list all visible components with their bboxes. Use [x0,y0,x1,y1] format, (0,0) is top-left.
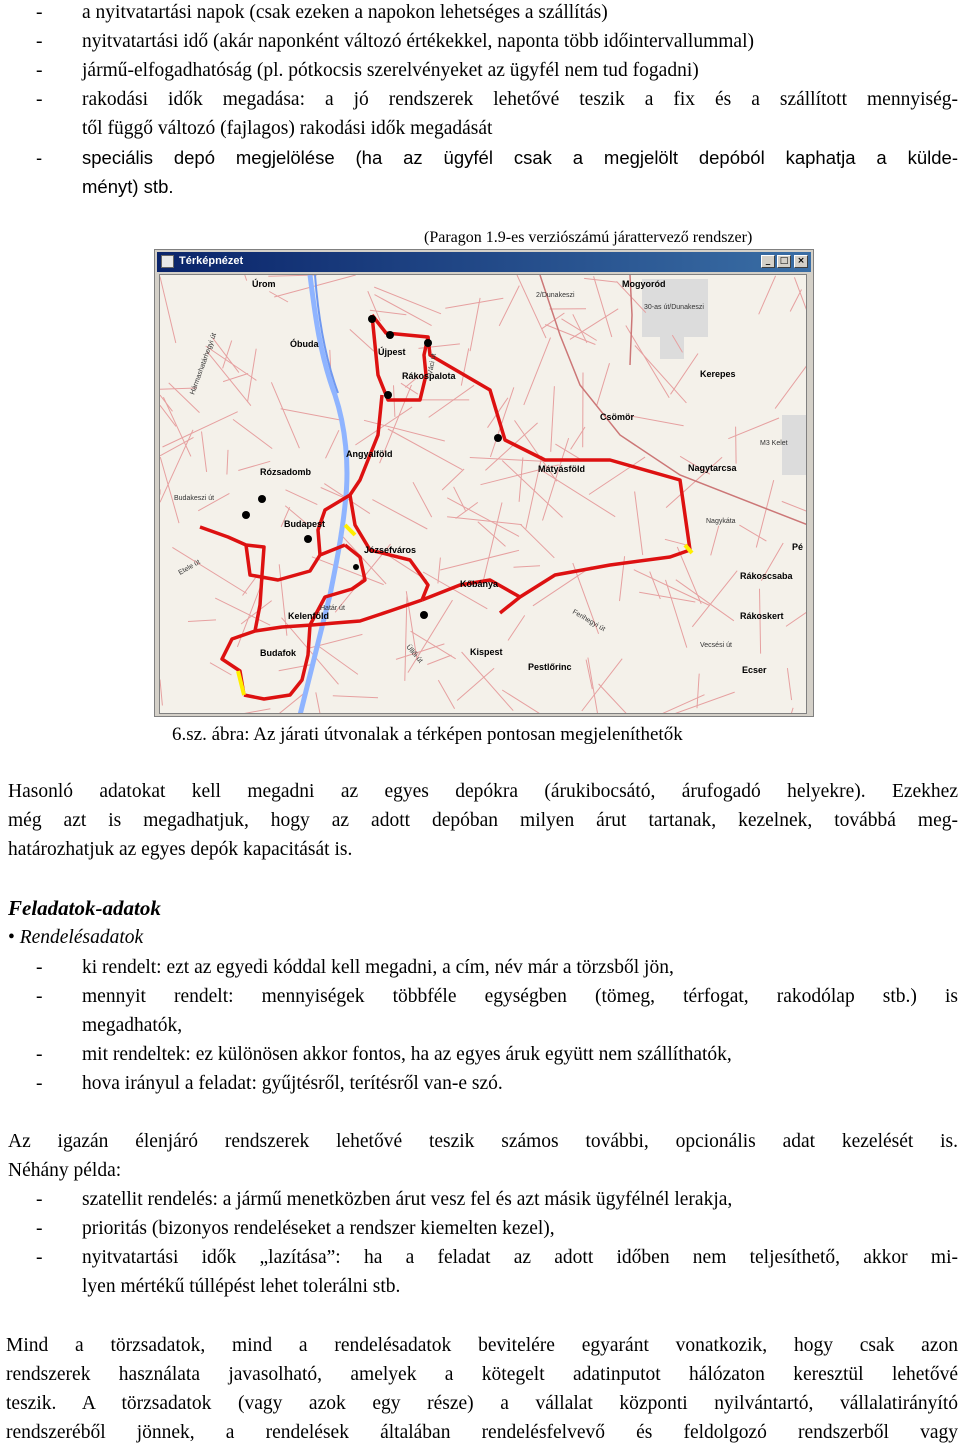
road-label: Üllői út [404,643,424,665]
list-item-text: szatellit rendelés: a jármű menetközben árut vesz fel és azt másik ügyfélnél lerakja, [82,1189,733,1210]
list-dash: - [36,957,43,978]
place-label: Budapest [284,519,326,529]
depot-marker [424,339,432,347]
place-label: Mogyoród [622,279,666,289]
figure-caption: 6.sz. ábra: Az járati útvonalak a térképen pontosan megjeleníthetők [172,724,683,745]
depot-marker [494,434,502,442]
list-item-text: nyitvatartási idő (akár naponként változó értékekkel, naponta több időintervallummal) [82,31,754,52]
subsection-heading [8,926,958,950]
place-label: Rákoscsaba [740,571,793,581]
list-item-text: speciális depó megjelölése (ha az ügyfél csak a megjelölt depóból kaphatja a külde- [82,147,958,168]
maximize-button[interactable]: □ [777,255,791,268]
place-label: Rákospalota [402,371,456,381]
map-window[interactable] [154,249,814,717]
list-dash: - [36,60,43,81]
list-item-text: megadhatók, [82,1015,183,1036]
paragraph-line: Mind a törzsadatok, mind a rendelésadatok bevitelére egyaránt vonatkozik, hogy csak azon [6,1335,958,1356]
figure-source-note: (Paragon 1.9-es verziószámú járattervező rendszer) [424,229,753,246]
list-item-text: a nyitvatartási napok (csak ezeken a napokon lehetséges a szállítás) [82,2,608,23]
list-dash: - [36,1044,43,1065]
place-label: Angyalföld [346,449,393,459]
paragraph-line: Néhány példa: [8,1160,122,1181]
depot-marker [242,511,250,519]
road-label: Hármashatárhegyi út [189,332,219,396]
road-label: 30-as út/Dunakeszi [644,304,704,311]
place-label: Kőbánya [460,579,499,589]
road-label: Nagykáta [706,518,736,525]
list-item-text: hova irányul a feladat: gyűjtésről, terítésről van-e szó. [82,1073,503,1094]
place-label: Kelenföld [288,611,330,621]
depot-marker [304,535,312,543]
minimize-button[interactable]: _ [761,255,775,268]
close-button[interactable]: × [794,255,808,268]
list-item-text: től függő változó (fajlagos) rakodási idők megadását [82,118,493,139]
list-dash: - [36,147,43,168]
place-label: Csömör [600,412,635,422]
road-label: Budakeszi út [174,495,215,502]
list-item-text: ki rendelt: ezt az egyedi kóddal kell megadni, a cím, név már a törzsből jön, [82,957,674,978]
paragraph-line: még azt is megadhatjuk, hogy az adott depóban milyen árut tartanak, kezelnek, továbbá meg- [8,810,958,831]
list-item-text: prioritás (bizonyos rendeléseket a rendszer kiemelten kezel), [82,1218,555,1239]
road-label: Váci út [427,353,438,376]
list-dash: - [36,1189,43,1210]
road-label: 2/Dunakeszi [536,292,575,299]
place-label: Rózsadomb [260,467,312,477]
place-label: Kispest [470,647,503,657]
depot-marker [420,611,428,619]
paragraph-line: határozhatjuk az egyes depók kapacitását is. [8,839,353,860]
list-dash: - [36,31,43,52]
depot-marker [258,495,266,503]
place-label: Mátyásföld [538,464,586,474]
street-line [736,427,737,464]
place-label: Rákoskert [740,611,784,621]
place-label: Pé [792,542,804,552]
place-label: Nagytarcsa [688,463,737,473]
window-title: Térképnézet [179,255,244,267]
list-item-text: mit rendeltek: ez különösen akkor fontos, ha az egyes áruk együtt nem szállíthatók, [82,1044,732,1065]
place-label: Ecser [742,665,767,675]
list-dash: - [36,89,43,110]
list-item-text: ményt) stb. [82,176,174,197]
section-heading: Feladatok-adatok [8,896,161,920]
place-label: Pestlőrinc [528,662,572,672]
paragraph-line: teszik. A törzsadatok (vagy azok egy része) a vállalat központi nyilvántartó, vállalatirányító [6,1393,958,1414]
place-label: Óbuda [290,339,319,349]
paragraph-line: rendszerek használata javasolható, amelyek a kötegelt adatinputot hálózaton keresztül lehetővé [6,1364,958,1385]
paragraph-line: Hasonló adatokat kell megadni az egyes depókra (árukibocsátó, árufogadó helyekre). Ezekhez [8,781,958,802]
list-item-text: rakodási idők megadása: a jó rendszerek lehetővé teszik a fix és a szállított mennyiség- [82,89,958,110]
map-view[interactable] [159,274,807,714]
depot-marker [353,564,359,570]
bullet-icon: • [8,927,15,948]
list-dash: - [36,986,43,1007]
place-label: Újpest [378,347,406,357]
list-dash: - [36,1218,43,1239]
depot-marker [368,315,376,323]
road-label: Határ út [320,605,345,612]
road-label: Ferihegyi út [571,608,607,634]
depot-marker [386,331,394,339]
list-item-text: lyen mértékű túllépést lehet tolerálni stb. [82,1276,401,1297]
list-dash: - [36,2,43,23]
road-label: Etele út [177,558,202,577]
depot-marker [384,391,392,399]
road-label: Vecsési út [700,642,732,649]
road-label: M3 Kelet [760,440,788,447]
list-item-text: nyitvatartási idők „lazítása”: ha a feladat az adott időben nem teljesíthető, akkor mi- [82,1247,958,1268]
place-label: Kerepes [700,369,736,379]
list-dash: - [36,1073,43,1094]
list-item-text: mennyit rendelt: mennyiségek többféle egységben (tömeg, térfogat, rakodólap stb.) is [82,986,958,1007]
map-app-icon [161,255,174,268]
window-titlebar[interactable] [157,252,811,272]
paragraph-line: rendszeréből jönnek, a rendelések általában rendelésfelvevő és feldolgozó rendszerből vagy [6,1422,958,1443]
list-dash: - [36,1247,43,1268]
place-label: Budafok [260,648,296,658]
list-item-text: jármű-elfogadhatóság (pl. pótkocsis szerelvényeket az ügyfél nem tud fogadni) [82,60,699,81]
subsection-label: Rendelésadatok [19,927,144,948]
place-label: Józsefváros [364,545,417,555]
paragraph-line: Az igazán élenjáró rendszerek lehetővé teszik számos további, opcionális adat kezelését is. [8,1131,958,1152]
place-label: Úrom [252,279,276,289]
map-canvas[interactable] [160,275,807,714]
